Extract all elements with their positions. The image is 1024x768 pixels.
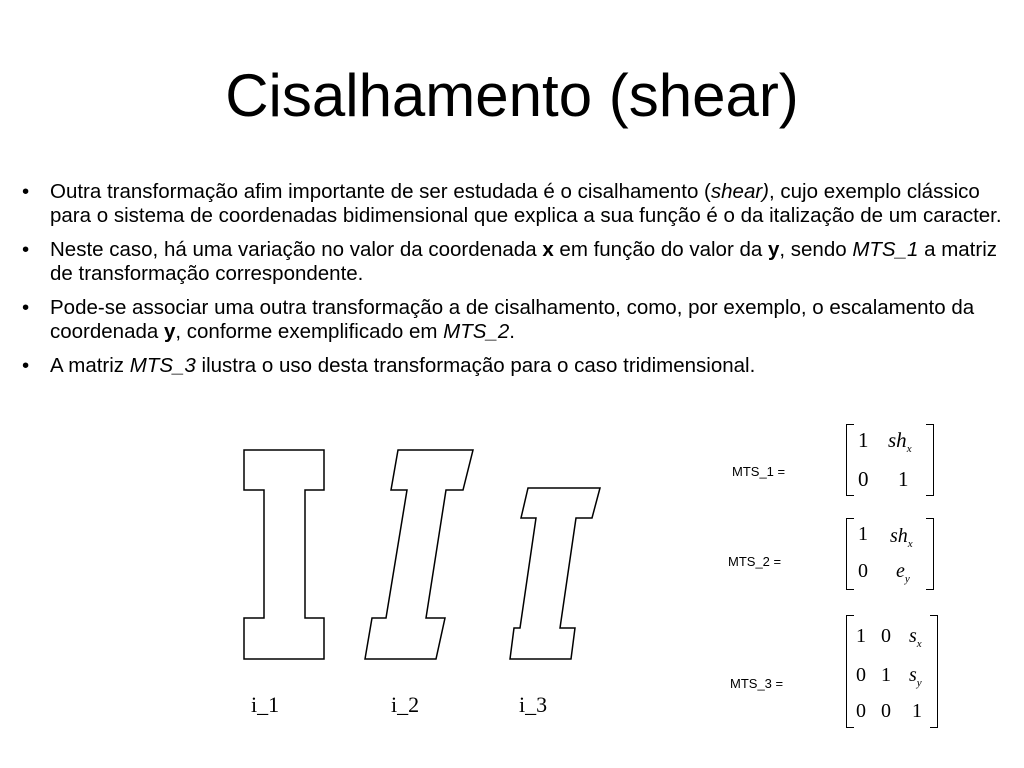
mts1-label: MTS_1 = (732, 464, 786, 479)
letter-i-2 (365, 450, 473, 659)
mts2-label: MTS_2 = (728, 554, 782, 569)
bullet-item: • Neste caso, há uma variação no valor da coordenada x em função do valor da y, sendo MTS_1 a matriz de transformação correspondente. (22, 238, 1022, 286)
matrix-mts1: 1 $sh_x$ 0 1 (846, 424, 934, 496)
slide-title: Cisalhamento (shear) (225, 62, 799, 129)
bullet-item: • A matriz MTS_3 ilustra o uso desta transformação para o caso tridimensional. (22, 354, 1022, 378)
matrix-mts3: 1 0 $s_x$ 0 1 $s_y$ 0 0 1 (846, 615, 938, 728)
bullet-item: • Outra transformação afim importante de ser estudada é o cisalhamento (shear), cujo exemplo clássico para o sistema de coordenadas bidimensional que explica a sua função é o da italização de um caracter. (22, 180, 1022, 228)
bullet-item: • Pode-se associar uma outra transformação a de cisalhamento, como, por exemplo, o escalamento da coordenada y, conforme exemplificado em MTS_2. (22, 296, 1022, 344)
mts3-label: MTS_3 = (730, 676, 784, 691)
letter-i-3 (510, 488, 600, 659)
caption-i3: i_3 (519, 692, 548, 717)
letter-i-1 (244, 450, 324, 659)
caption-i2: i_2 (391, 692, 420, 717)
caption-i1: i_1 (251, 692, 280, 717)
matrix-mts2: 1 $sh_x$ 0 $e_y$ (846, 518, 934, 590)
